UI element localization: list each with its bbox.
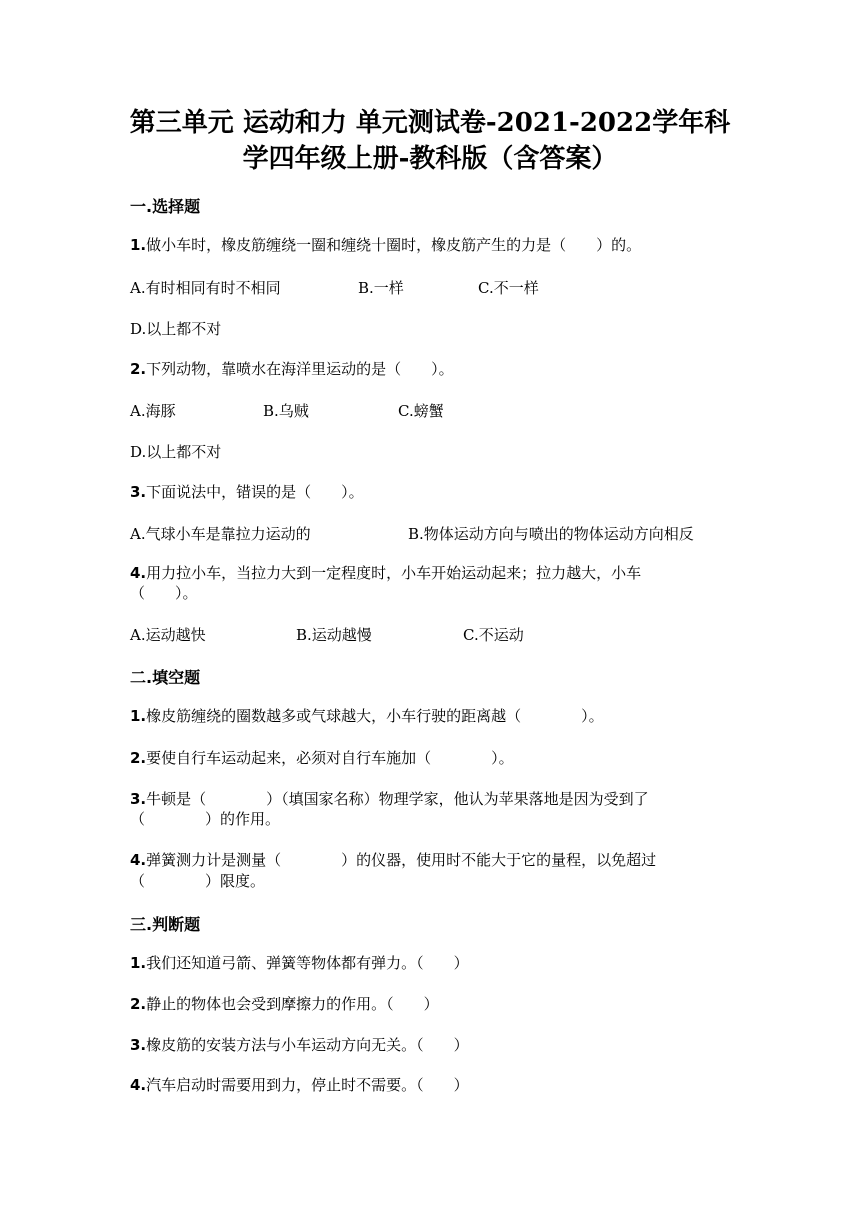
question-text: 牛顿是（ ）（填国家名称）物理学家，他认为苹果落地是因为受到了: [146, 790, 649, 808]
question-text: 橡皮筋的安装方法与小车运动方向无关。（ ）: [146, 1036, 469, 1054]
option-a: A.有时相同有时不相同: [130, 279, 281, 297]
question-choice-4: [130, 563, 641, 583]
option-c: C.螃蟹: [398, 402, 444, 420]
question-fill-4-continued: （ ）限度。: [130, 872, 266, 890]
question-judge-3: [130, 1035, 469, 1055]
option-b: B.一样: [358, 279, 404, 297]
question-text: 用力拉小车，当拉力大到一定程度时，小车开始运动起来；拉力越大，小车: [146, 564, 642, 582]
question-fill-3-continued: （ ）的作用。: [130, 810, 281, 828]
question-number: 1.: [130, 707, 147, 725]
question-number: 3.: [130, 790, 147, 808]
question-number: 1.: [130, 954, 147, 972]
question-text: 汽车启动时需要用到力，停止时不需要。（ ）: [146, 1076, 469, 1094]
option-a: A.气球小车是靠拉力运动的: [130, 525, 311, 543]
question-text: 我们还知道弓箭、弹簧等物体都有弹力。（ ）: [146, 954, 469, 972]
question-number: 4.: [130, 564, 147, 582]
question-text: 静止的物体也会受到摩擦力的作用。（ ）: [146, 995, 439, 1013]
question-text: 下列动物，靠喷水在海洋里运动的是（ ）。: [146, 360, 454, 378]
document-title-line-2: 学四年级上册-教科版（含答案）: [242, 144, 618, 174]
option-a: A.海豚: [130, 402, 176, 420]
question-number: 1.: [130, 236, 147, 254]
question-text: 下面说法中，错误的是（ ）。: [146, 483, 364, 501]
question-choice-1: [130, 235, 641, 255]
question-number: 2.: [130, 360, 147, 378]
question-choice-4-continued: （ ）。: [130, 584, 198, 602]
question-text: 要使自行车运动起来，必须对自行车施加（ ）。: [146, 749, 514, 767]
section-heading-fill: 二.填空题: [130, 668, 201, 687]
question-number: 3.: [130, 1036, 147, 1054]
question-number: 3.: [130, 483, 147, 501]
question-fill-4: [130, 850, 656, 870]
option-a: A.运动越快: [130, 626, 206, 644]
question-number: 2.: [130, 995, 147, 1013]
document-title-line-1: 第三单元 运动和力 单元测试卷-2021-2022学年科: [129, 108, 731, 138]
question-choice-2: [130, 359, 454, 379]
question-text: 橡皮筋缠绕的圈数越多或气球越大，小车行驶的距离越（ ）。: [146, 707, 604, 725]
option-c: C.不运动: [463, 626, 524, 644]
question-choice-3: [130, 482, 364, 502]
option-b: B.物体运动方向与喷出的物体运动方向相反: [408, 525, 694, 543]
question-text: 做小车时，橡皮筋缠绕一圈和缠绕十圈时，橡皮筋产生的力是（ ）的。: [146, 236, 642, 254]
question-judge-1: [130, 953, 469, 973]
question-fill-2: [130, 748, 514, 768]
option-d: D.以上都不对: [130, 443, 222, 461]
option-c: C.不一样: [478, 279, 539, 297]
option-b: B.乌贼: [263, 402, 309, 420]
option-d: D.以上都不对: [130, 320, 222, 338]
question-number: 2.: [130, 749, 147, 767]
question-fill-1: [130, 706, 604, 726]
question-number: 4.: [130, 1076, 147, 1094]
question-text: 弹簧测力计是测量（ ）的仪器，使用时不能大于它的量程，以免超过: [146, 851, 657, 869]
question-judge-2: [130, 994, 439, 1014]
question-judge-4: [130, 1075, 469, 1095]
section-heading-choice: 一.选择题: [130, 197, 201, 216]
option-b: B.运动越慢: [296, 626, 372, 644]
section-heading-judge: 三.判断题: [130, 915, 201, 934]
question-number: 4.: [130, 851, 147, 869]
question-fill-3: [130, 789, 649, 809]
